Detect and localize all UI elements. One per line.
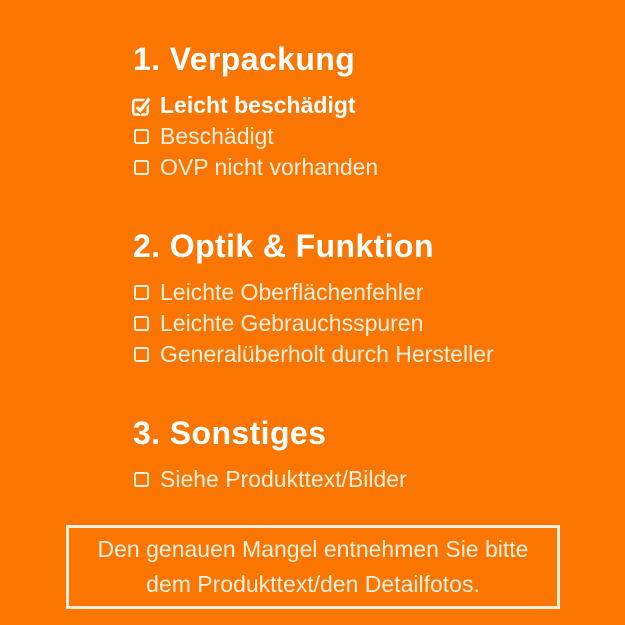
checklist-item xyxy=(133,277,494,308)
checklist-item xyxy=(133,121,378,152)
checklist-item-label: Beschädigt xyxy=(160,123,274,149)
checklist-item-label: Leichte Oberflächenfehler xyxy=(160,279,424,305)
section-verpackung xyxy=(133,40,378,183)
footer-note-line2: dem Produkttext/den Detailfotos. xyxy=(146,571,480,597)
checklist-item xyxy=(133,152,378,183)
checklist-item xyxy=(133,90,378,121)
checkbox-unchecked-icon xyxy=(133,344,149,366)
section-title-verpackung: 1. Verpackung xyxy=(133,41,356,77)
checklist-sonstiges xyxy=(133,464,407,495)
checklist-item xyxy=(133,339,494,370)
checklist-verpackung xyxy=(133,90,378,183)
checkbox-unchecked-icon xyxy=(133,282,149,304)
checkbox-checked-icon xyxy=(133,95,149,117)
section-title-optik-funktion: 2. Optik & Funktion xyxy=(133,228,434,264)
section-sonstiges xyxy=(133,414,407,495)
checkbox-unchecked-icon xyxy=(133,313,149,335)
checklist-optik-funktion xyxy=(133,277,494,370)
checklist-item-label: Leicht beschädigt xyxy=(160,92,356,118)
checkbox-unchecked-icon xyxy=(133,157,149,179)
section-title-sonstiges: 3. Sonstiges xyxy=(133,415,327,451)
checklist-item-label: OVP nicht vorhanden xyxy=(160,154,379,180)
checklist-item-label: Generalüberholt durch Hersteller xyxy=(160,341,494,367)
footer-note-line1: Den genauen Mangel entnehmen Sie bitte xyxy=(97,536,529,562)
footer-note xyxy=(66,525,560,609)
section-optik-funktion xyxy=(133,227,494,370)
checkbox-unchecked-icon xyxy=(133,469,149,491)
checkbox-unchecked-icon xyxy=(133,126,149,148)
checklist-item xyxy=(133,308,494,339)
checklist-item-label: Leichte Gebrauchsspuren xyxy=(160,310,424,336)
checklist-item xyxy=(133,464,407,495)
checklist-item-label: Siehe Produkttext/Bilder xyxy=(160,466,407,492)
